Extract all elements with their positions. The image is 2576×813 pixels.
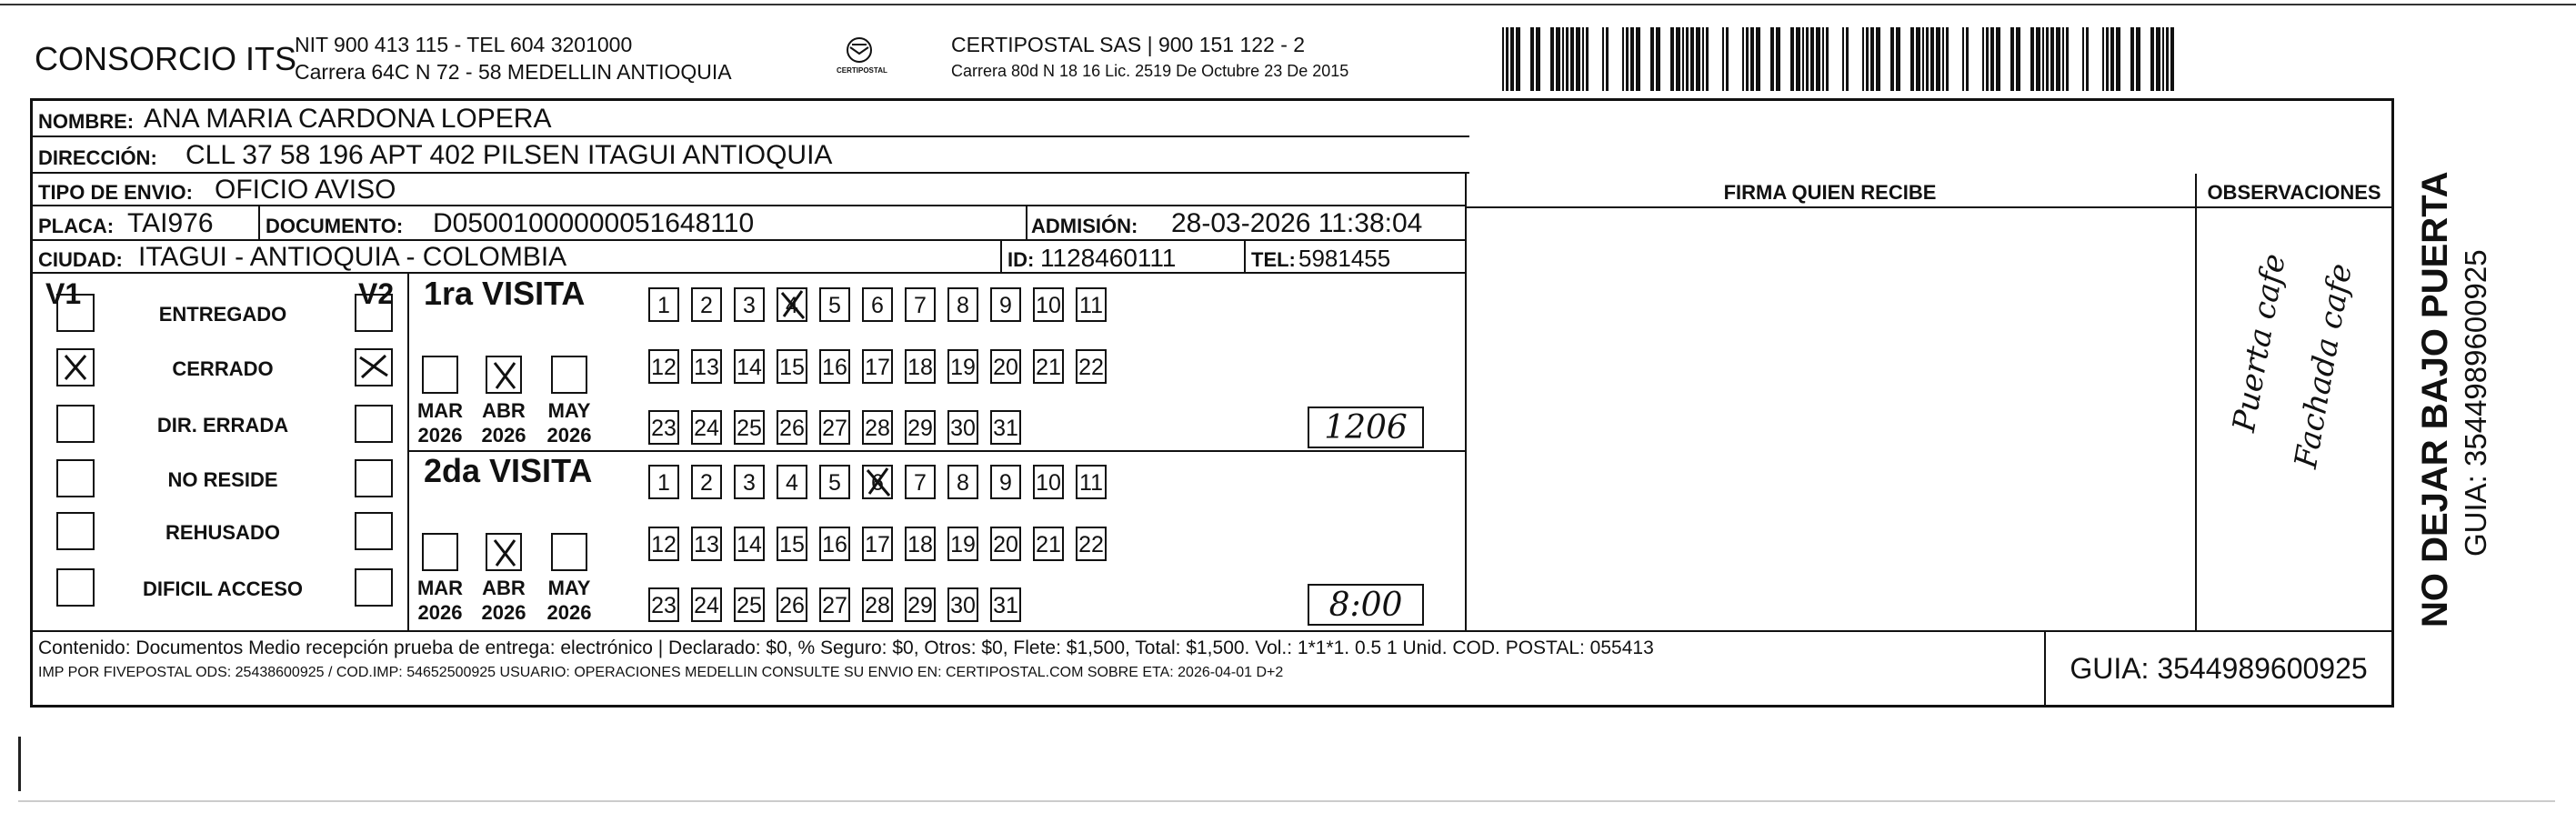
day-box-25[interactable]: 25	[734, 410, 765, 445]
row-placa	[33, 206, 1465, 241]
x-mark-icon	[487, 357, 520, 392]
row-nombre	[33, 101, 1469, 137]
ciudad-label: CIUDAD:	[38, 248, 123, 271]
v1-checkbox-4[interactable]	[56, 512, 95, 550]
v2-checkbox-4[interactable]	[355, 512, 393, 550]
day-box-2[interactable]: 2	[691, 287, 722, 322]
admision-value: 28-03-2026 11:38:04	[1171, 208, 1423, 238]
month-year: 2026	[546, 424, 592, 447]
day-box-26[interactable]: 26	[777, 410, 807, 445]
day-box-6[interactable]: 6	[862, 287, 893, 322]
x-mark-icon	[864, 467, 891, 497]
side-warning: NO DEJAR BAJO PUERTA	[2415, 171, 2455, 627]
observation-note-2: Fachada cafe	[2288, 260, 2360, 471]
month-label	[475, 398, 533, 447]
day-box-31[interactable]: 31	[990, 410, 1021, 445]
day-box-18[interactable]: 18	[905, 527, 936, 561]
day-box-27[interactable]: 27	[819, 587, 850, 622]
direccion-label: DIRECCIÓN:	[38, 146, 157, 169]
handwritten-entry[interactable]: 1206	[1308, 406, 1424, 448]
day-box-25[interactable]: 25	[734, 587, 765, 622]
day-box-1[interactable]: 1	[648, 465, 679, 499]
month-year: 2026	[481, 601, 526, 624]
visit-title: 1ra VISITA	[424, 275, 586, 312]
carrier-line: CERTIPOSTAL SAS | 900 151 122 - 2	[951, 33, 1306, 56]
x-mark-icon	[58, 350, 93, 385]
v1-checkbox-0[interactable]	[56, 294, 95, 332]
id-label: ID:	[1007, 248, 1035, 271]
day-box-19[interactable]: 19	[947, 349, 978, 384]
v1-checkbox-3[interactable]	[56, 459, 95, 497]
month-name: ABR	[482, 399, 526, 422]
status-label: DIFICIL ACCESO	[142, 577, 303, 600]
handwritten-entry[interactable]: 8:00	[1308, 584, 1424, 626]
day-box-26[interactable]: 26	[777, 587, 807, 622]
v1-checkbox-5[interactable]	[56, 568, 95, 607]
footer-contenido: Contenido: Documentos Medio recepción prueba de entrega: electrónico | Declarado: $0, % Seguro: $0, Otros: $0, Flete: $1,500, Total: $1,500. Vol.: 1*1*1. 0.5 1 Unid. COD. POSTAL: 055413	[38, 637, 1654, 658]
day-box-16[interactable]: 16	[819, 527, 850, 561]
x-mark-icon	[778, 289, 806, 320]
envelope-logo-icon	[839, 36, 879, 64]
day-box-12[interactable]: 12	[648, 527, 679, 561]
company-name: CONSORCIO ITS	[35, 40, 297, 77]
status-label: NO RESIDE	[167, 468, 278, 491]
day-box-18[interactable]: 18	[905, 349, 936, 384]
day-box-23[interactable]: 23	[648, 410, 679, 445]
day-box-21[interactable]: 21	[1033, 349, 1064, 384]
scan-edge-top	[0, 4, 2576, 5]
company-address: Carrera 64C N 72 - 58 MEDELLIN ANTIOQUIA	[295, 60, 732, 84]
month-checkbox-abr[interactable]	[486, 356, 522, 394]
admision-label: ADMISIÓN:	[1031, 215, 1138, 237]
day-box-28[interactable]: 28	[862, 410, 893, 445]
day-box-17[interactable]: 17	[862, 349, 893, 384]
status-label: DIR. ERRADA	[156, 414, 289, 437]
day-box-12[interactable]: 12	[648, 349, 679, 384]
tipo-label: TIPO DE ENVIO:	[38, 181, 193, 204]
day-box-7[interactable]: 7	[905, 465, 936, 499]
day-box-1[interactable]: 1	[648, 287, 679, 322]
certipostal-logo	[837, 36, 887, 82]
nombre-label: NOMBRE:	[38, 110, 135, 133]
day-box-14[interactable]: 14	[734, 349, 765, 384]
observation-note-1: Puerta cafe	[2226, 251, 2293, 435]
v2-checkbox-0[interactable]	[355, 294, 393, 332]
scan-edge-bottom	[18, 800, 2555, 802]
ciudad-value: ITAGUI - ANTIOQUIA - COLOMBIA	[138, 242, 567, 272]
status-label: REHUSADO	[165, 521, 280, 544]
month-name: MAY	[547, 577, 591, 599]
day-box-8[interactable]: 8	[947, 287, 978, 322]
day-box-30[interactable]: 30	[947, 410, 978, 445]
direccion-value: CLL 37 58 196 APT 402 PILSEN ITAGUI ANTIOQUIA	[185, 140, 833, 170]
day-box-29[interactable]: 29	[905, 410, 936, 445]
month-checkbox-mar[interactable]	[422, 533, 458, 571]
day-box-30[interactable]: 30	[947, 587, 978, 622]
day-box-31[interactable]: 31	[990, 587, 1021, 622]
footer-imp: IMP POR FIVEPOSTAL ODS: 25438600925 / COD.IMP: 54652500925 USUARIO: OPERACIONES MEDELLIN CONSULTE SU ENVIO EN: CERTIPOSTAL.COM SOBRE ETA: 2026-04-01 D+2	[38, 665, 1284, 680]
day-box-14[interactable]: 14	[734, 527, 765, 561]
day-box-29[interactable]: 29	[905, 587, 936, 622]
status-label: CERRADO	[172, 357, 274, 380]
day-box-21[interactable]: 21	[1033, 527, 1064, 561]
tipo-value: OFICIO AVISO	[215, 175, 396, 205]
day-box-19[interactable]: 19	[947, 527, 978, 561]
day-box-17[interactable]: 17	[862, 527, 893, 561]
side-guia: GUIA: 3544989600925	[2459, 249, 2492, 557]
x-mark-icon	[356, 350, 391, 385]
month-year: 2026	[417, 601, 463, 624]
month-name: MAR	[416, 399, 464, 422]
scan-mark	[18, 737, 21, 791]
v1-checkbox-1[interactable]	[56, 348, 95, 386]
firma-header: FIRMA QUIEN RECIBE	[1723, 181, 1937, 204]
placa-label: PLACA:	[38, 215, 115, 237]
logo-text: CERTIPOSTAL	[837, 66, 887, 75]
day-box-7[interactable]: 7	[905, 287, 936, 322]
day-box-20[interactable]: 20	[990, 527, 1021, 561]
month-label	[540, 398, 598, 447]
barcode	[1502, 27, 2175, 91]
day-box-2[interactable]: 2	[691, 465, 722, 499]
footer-guia: GUIA: 3544989600925	[2070, 652, 2368, 685]
signature-area[interactable]	[1468, 208, 2193, 628]
month-label	[411, 398, 469, 447]
row-direccion	[33, 137, 1469, 174]
delivery-form	[30, 98, 2394, 708]
day-box-15[interactable]: 15	[777, 527, 807, 561]
month-label	[540, 576, 598, 625]
day-box-15[interactable]: 15	[777, 349, 807, 384]
carrier-address: Carrera 80d N 18 16 Lic. 2519 De Octubre 23 De 2015	[951, 62, 1349, 80]
day-box-13[interactable]: 13	[691, 527, 722, 561]
day-box-13[interactable]: 13	[691, 349, 722, 384]
tel-label: TEL:	[1251, 248, 1296, 271]
day-box-22[interactable]: 22	[1076, 527, 1107, 561]
day-box-9[interactable]: 9	[990, 287, 1021, 322]
month-checkbox-abr[interactable]	[486, 533, 522, 571]
status-label: ENTREGADO	[158, 303, 287, 326]
x-mark-icon	[487, 535, 520, 569]
day-box-11[interactable]: 11	[1076, 287, 1107, 322]
day-box-3[interactable]: 3	[734, 287, 765, 322]
month-checkbox-may[interactable]	[551, 356, 587, 394]
documento-label: DOCUMENTO:	[266, 215, 404, 237]
month-name: MAR	[416, 577, 464, 599]
day-box-5[interactable]: 5	[819, 465, 850, 499]
documento-value: D05001000000051648110	[433, 208, 755, 238]
day-box-16[interactable]: 16	[819, 349, 850, 384]
day-box-23[interactable]: 23	[648, 587, 679, 622]
day-box-10[interactable]: 10	[1033, 287, 1064, 322]
month-label	[475, 576, 533, 625]
month-year: 2026	[546, 601, 592, 624]
v2-checkbox-5[interactable]	[355, 568, 393, 607]
month-checkbox-may[interactable]	[551, 533, 587, 571]
v1-checkbox-2[interactable]	[56, 405, 95, 443]
month-label	[411, 576, 469, 625]
month-year: 2026	[417, 424, 463, 447]
day-box-4[interactable]: 4	[777, 287, 807, 322]
day-box-6[interactable]: 6	[862, 465, 893, 499]
observaciones-header: OBSERVACIONES	[2207, 181, 2381, 204]
visit-title: 2da VISITA	[424, 452, 593, 489]
nit-line: NIT 900 413 115 - TEL 604 3201000	[295, 33, 633, 56]
month-name: MAY	[547, 399, 591, 422]
row-ciudad	[33, 241, 1465, 274]
v2-checkbox-1[interactable]	[355, 348, 393, 386]
day-box-8[interactable]: 8	[947, 465, 978, 499]
day-box-20[interactable]: 20	[990, 349, 1021, 384]
month-name: ABR	[482, 577, 526, 599]
id-value: 1128460111	[1040, 244, 1177, 272]
day-box-5[interactable]: 5	[819, 287, 850, 322]
v1-label: V1	[45, 277, 82, 310]
placa-value: TAI976	[127, 208, 214, 238]
day-box-10[interactable]: 10	[1033, 465, 1064, 499]
month-year: 2026	[481, 424, 526, 447]
day-box-24[interactable]: 24	[691, 587, 722, 622]
day-box-3[interactable]: 3	[734, 465, 765, 499]
tel-value: 5981455	[1298, 245, 1391, 272]
month-checkbox-mar[interactable]	[422, 356, 458, 394]
row-tipo-envio	[33, 174, 1465, 206]
nombre-value: ANA MARIA CARDONA LOPERA	[144, 104, 552, 134]
day-box-22[interactable]: 22	[1076, 349, 1107, 384]
day-box-11[interactable]: 11	[1076, 465, 1107, 499]
v2-checkbox-3[interactable]	[355, 459, 393, 497]
day-box-9[interactable]: 9	[990, 465, 1021, 499]
day-box-28[interactable]: 28	[862, 587, 893, 622]
day-box-24[interactable]: 24	[691, 410, 722, 445]
v2-checkbox-2[interactable]	[355, 405, 393, 443]
v2-label: V2	[358, 277, 395, 310]
day-box-4[interactable]: 4	[777, 465, 807, 499]
day-box-27[interactable]: 27	[819, 410, 850, 445]
